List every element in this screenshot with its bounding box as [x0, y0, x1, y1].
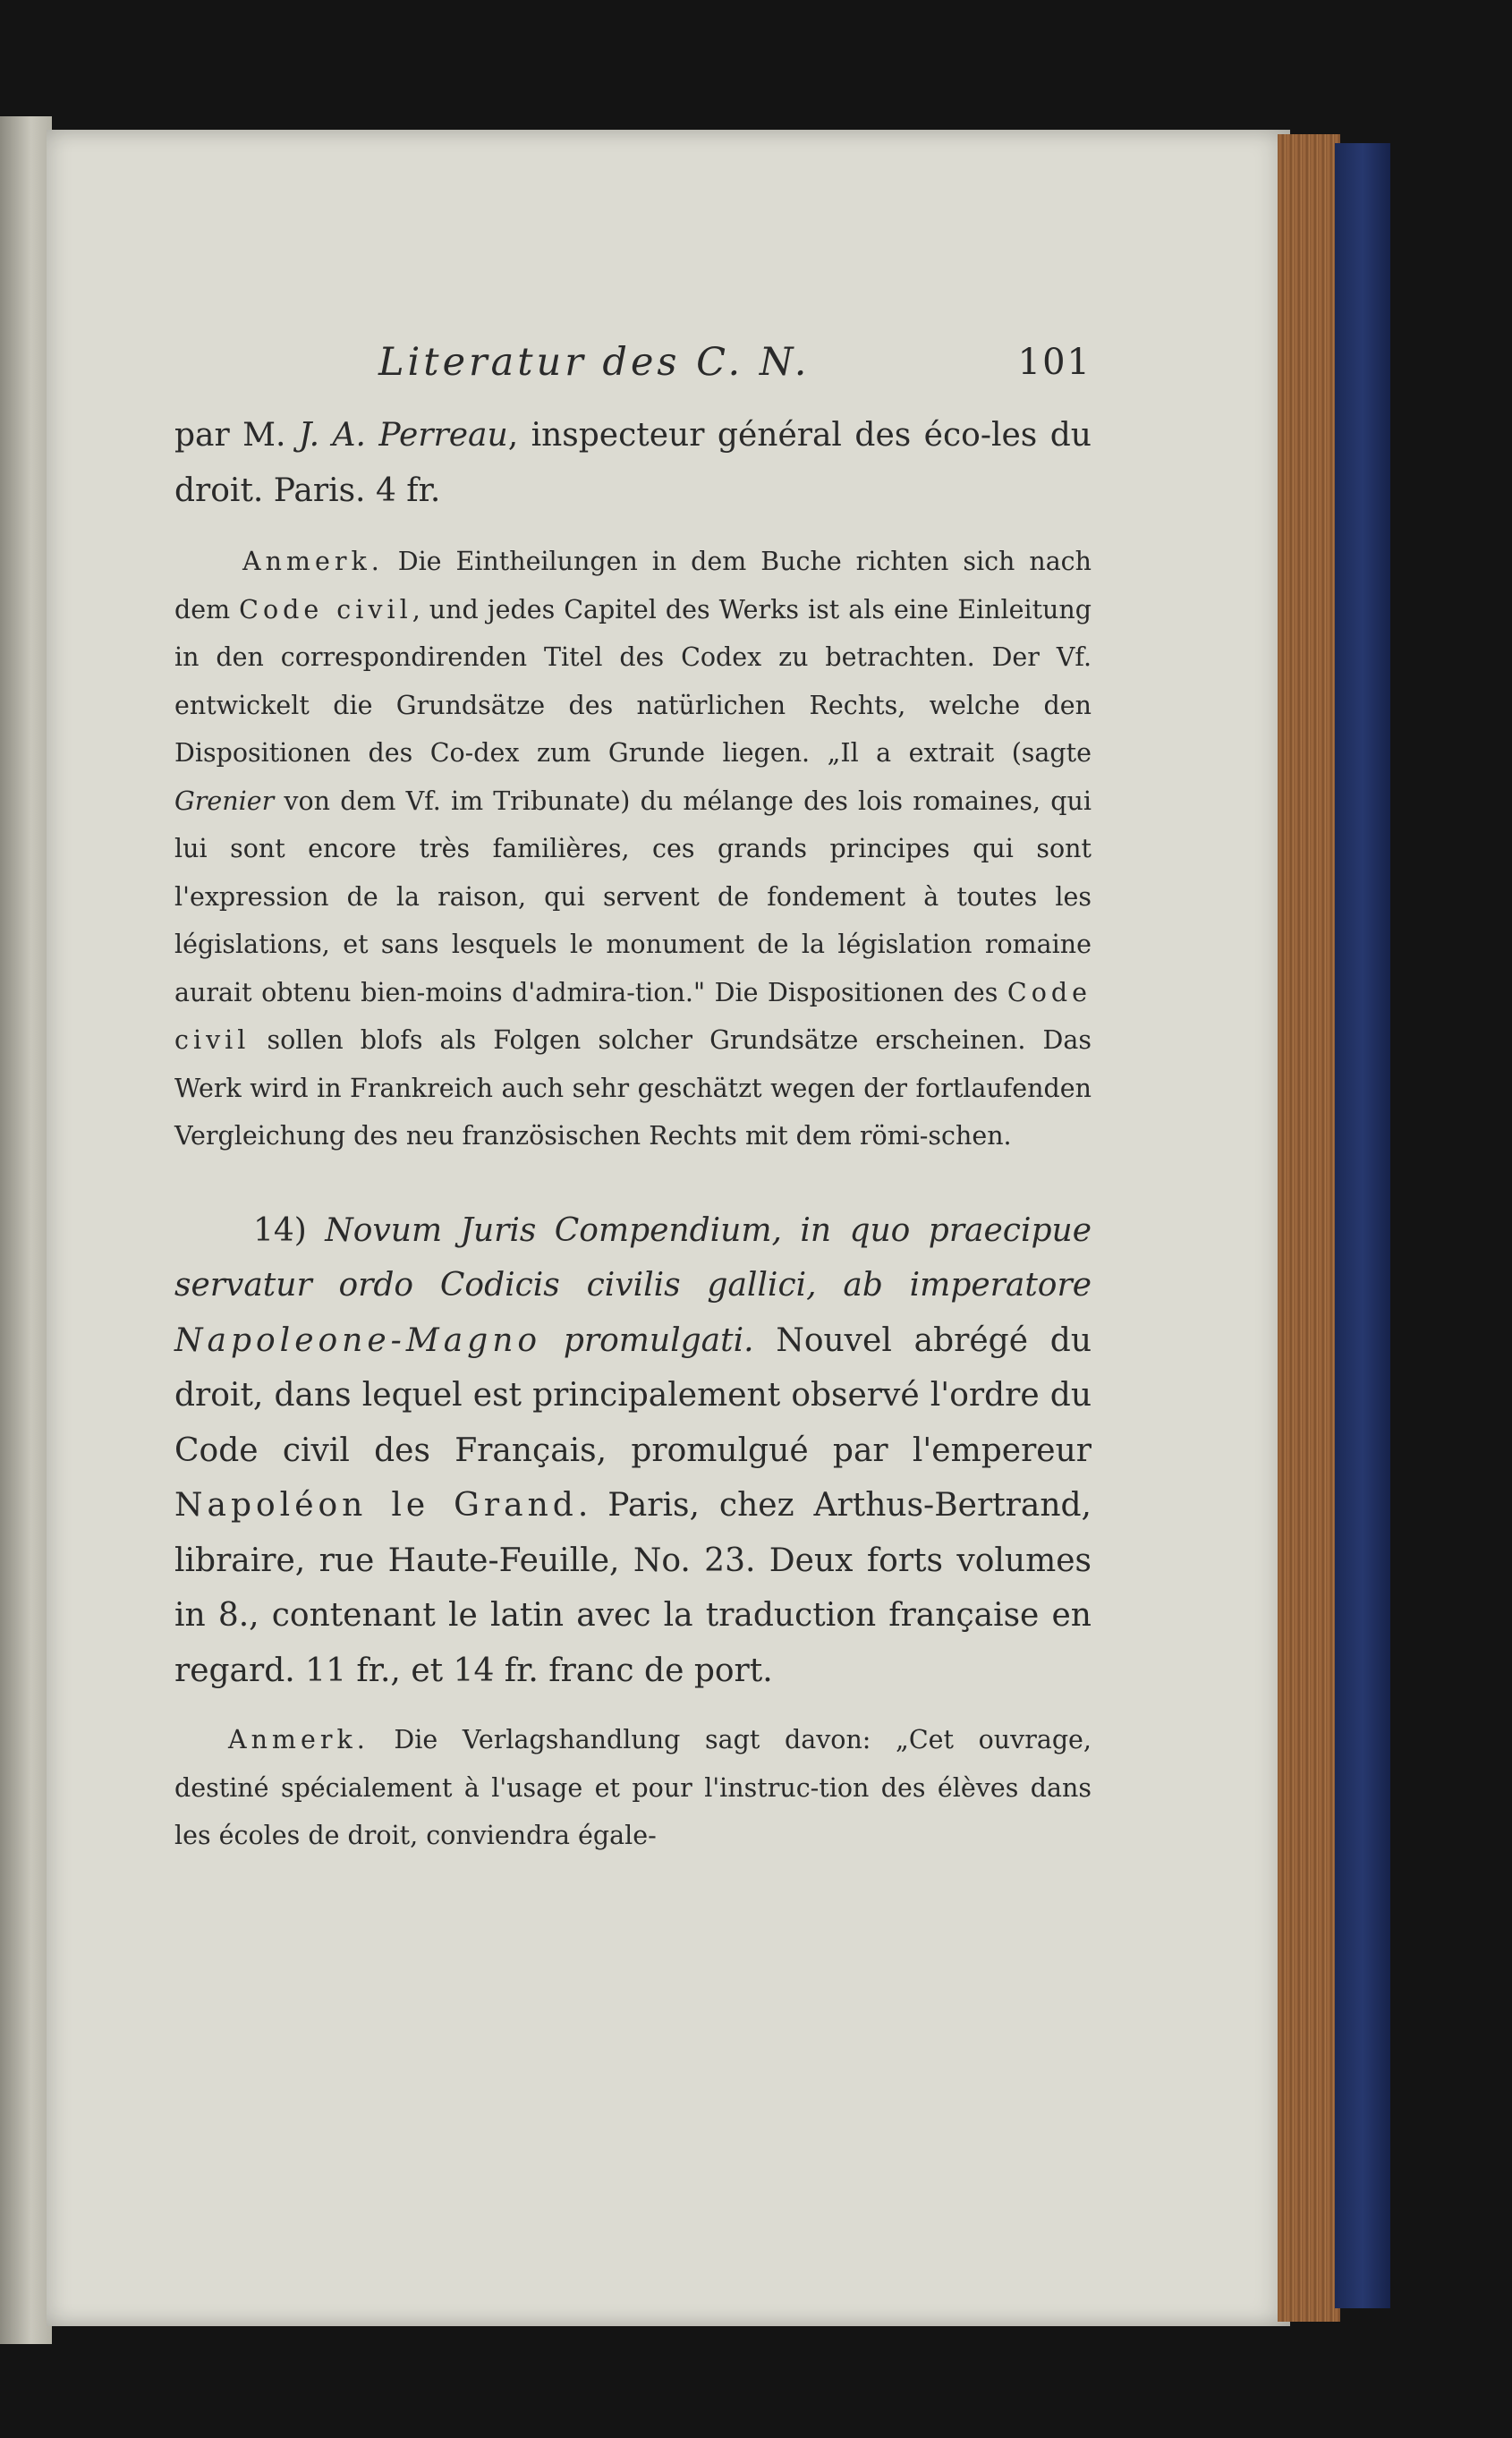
note-1-text-3: von dem Vf. im Tribunate) du mélange des lois romaines, qui lui sont encore très familières, ces grands principes qui sont l'expression de la raison, qui servent de fondement à toutes les législations, et sans lesquels le monument de la législation romaine aurait obtenu bien-moins d'admira-tion." Die Dispositionen des	[174, 786, 1092, 1007]
left-page-edge	[0, 116, 52, 2344]
entry-14-number: 14)	[253, 1211, 307, 1249]
entry-13-author: J. A. Perreau	[298, 417, 508, 454]
entry-14-text-1: Nouvel abrégé du droit, dans lequel est principalement observé l'ordre du Code civil des Français, promulgué par l'empereur	[174, 1321, 1092, 1469]
note-1-grenier: Grenier	[174, 786, 275, 816]
note-1-text-1: Die Eintheilungen in dem Buche richten sich nach dem	[174, 547, 1092, 624]
entry-14-latin-title-2: promulgati.	[541, 1321, 754, 1359]
entry-13-text-2: , inspecteur général des éco-les du droit. Paris. 4 fr.	[174, 417, 1092, 509]
entry-14	[174, 1203, 1092, 1699]
entry-14-napoleone-magno: Napoleone-Magno	[174, 1321, 542, 1359]
entry-13-text-1: par M.	[174, 417, 299, 454]
entry-14-napoleon-le-grand: Napoléon le Grand	[174, 1487, 578, 1524]
note-1-code-civil-1: Code civil	[239, 594, 412, 624]
note-2-label: Anmerk.	[228, 1725, 370, 1754]
note-2-text-1: Die Verlagshandlung sagt davon: „Cet ouvrage, destiné spécialement à l'usage et pour l'instruc-tion des élèves dans les écoles de droit, conviendra égale-	[174, 1725, 1092, 1850]
note-1	[174, 538, 1092, 1160]
page-number: 101	[1017, 342, 1092, 383]
note-1-label: Anmerk.	[242, 547, 384, 576]
entry-14-latin-title-1: Novum Juris Compendium, in quo praecipue servatur ordo Codicis civilis gallici, ab imperatore	[174, 1211, 1092, 1304]
note-2	[174, 1716, 1092, 1860]
page-text-block	[174, 340, 1092, 1860]
note-1-text-2: , und jedes Capitel des Werks ist als eine Einleitung in den correspondirenden Titel des Codex zu betrachten. Der Vf. entwickelt die Grundsätze des natürlichen Rechts, welche den Dispositionen des Co-dex zum Grunde liegen. „Il a extrait (sagte	[174, 594, 1092, 768]
page-fore-edge	[1278, 134, 1340, 2322]
running-head	[174, 340, 1092, 395]
book-cover-board	[1335, 143, 1390, 2308]
running-title: Literatur des C. N.	[378, 340, 811, 385]
entry-13-continuation	[174, 408, 1092, 518]
entry-14-text-2: . Paris, chez Arthus-Bertrand, libraire, rue Haute-Feuille, No. 23. Deux forts volumes in 8., contenant le latin avec la traduction française en regard. 11 fr., et 14 fr. franc de port.	[174, 1487, 1092, 1689]
note-1-text-4: sollen blofs als Folgen solcher Grundsätze erscheinen. Das Werk wird in Frankreich auch sehr geschätzt wegen der fortlaufenden Vergleichung des neu französischen Rechts mit dem römi-schen.	[174, 1025, 1092, 1151]
note-1-code-civil-2: Code civil	[174, 977, 1092, 1055]
